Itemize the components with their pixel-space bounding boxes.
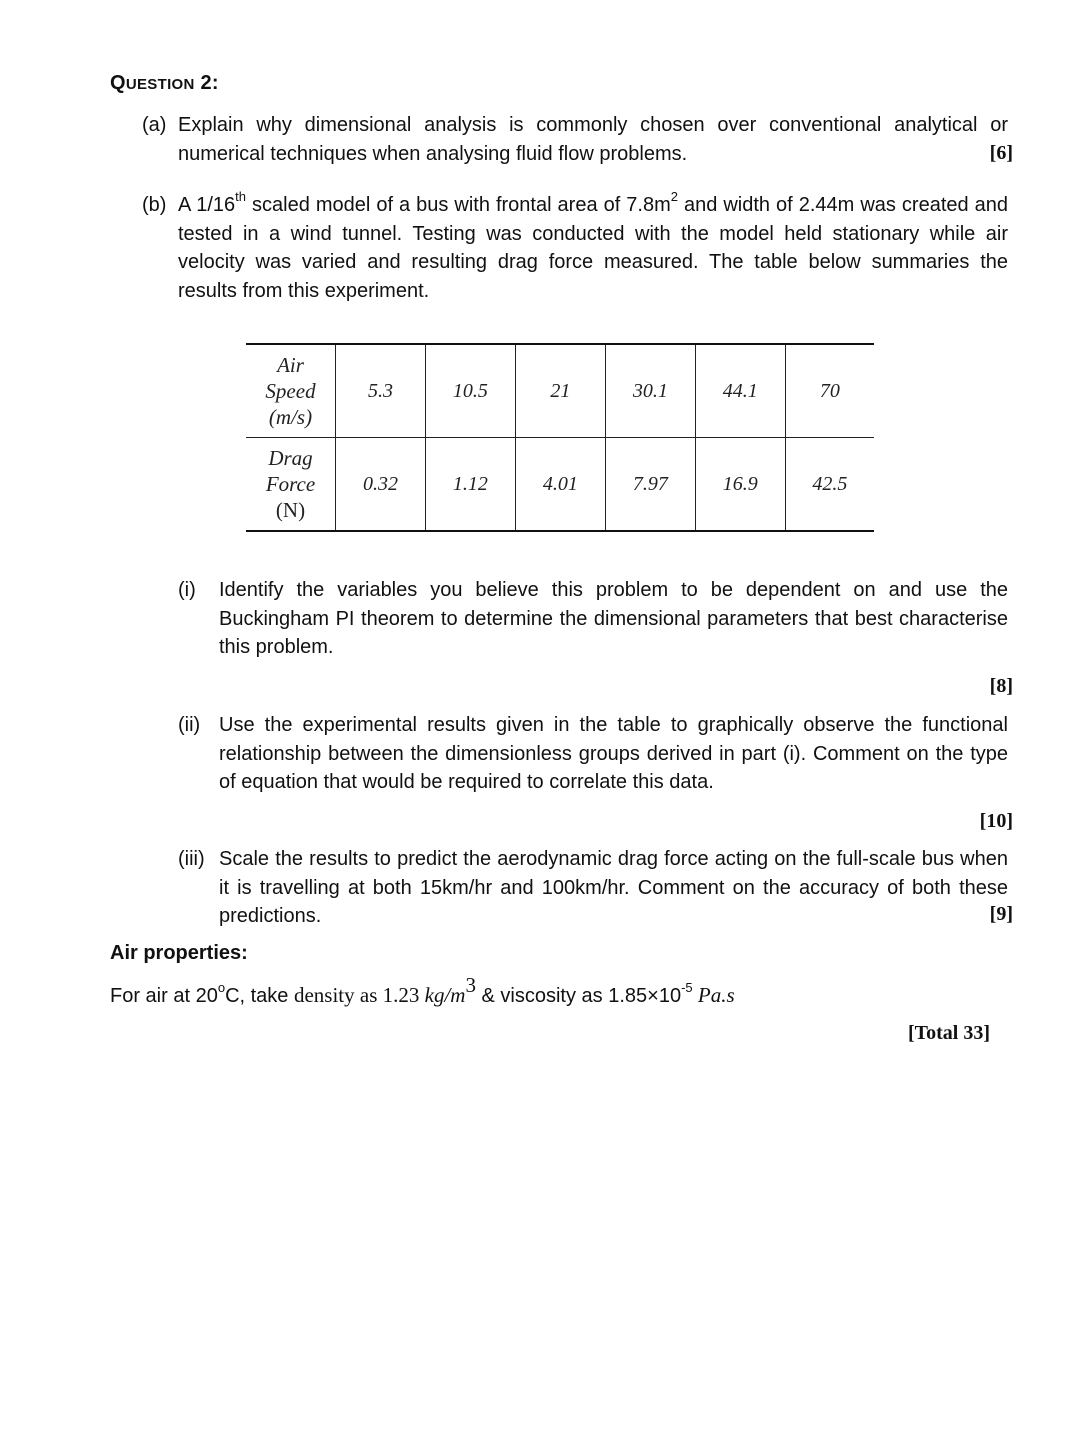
- speed-cell: 44.1: [695, 344, 785, 438]
- part-a-label: (a): [142, 114, 167, 136]
- air-properties-text: For air at 20$^o$C, take density as 1.23 $kg/m^3$ & viscosity as $1.85\times 10^{-5}$ Pa.s: [110, 973, 735, 1007]
- question-title: QUESTION 2:: [110, 72, 219, 94]
- sub-iii-text: Scale the results to predict the aerodynamic drag force acting on the full-scale bus when it is travelling at both 15km/hr and 100km/hr. Comment on the accuracy of both these predictions.: [219, 848, 1008, 927]
- sub-i-label: (i): [178, 579, 196, 601]
- air-properties-heading: Air properties:: [110, 942, 248, 964]
- sub-iii-label: (iii): [178, 848, 205, 870]
- speed-cell: 21: [515, 344, 605, 438]
- part-a-text: Explain why dimensional analysis is commonly chosen over conventional analytical or numerical techniques when analysing fluid flow problems.: [178, 114, 1008, 165]
- drag-force-row: [246, 438, 874, 532]
- speed-cell: 70: [785, 344, 874, 438]
- part-b-text: A 1/16th scaled model of a bus with frontal area of $7.8m^2$ and width of 2.44m was created and tested in a wind tunnel. Testing was conducted with the model held stationary while air velocity was varied and resulting drag force measured. The table below summaries the results from this experiment.: [178, 189, 1008, 302]
- air-speed-header: Air Speed (m/s): [246, 344, 336, 438]
- sub-iii-marks: [9]: [989, 903, 1013, 925]
- speed-cell: 30.1: [605, 344, 695, 438]
- part-b-label: (b): [142, 194, 167, 216]
- sub-ii-text: Use the experimental results given in the table to graphically observe the functional relationship between the dimensionless groups derived in part (i). Comment on the type of equation that would be required to correlate this data.: [219, 714, 1008, 793]
- sub-i-marks: [8]: [989, 675, 1013, 697]
- force-cell: 16.9: [695, 438, 785, 532]
- part-a-marks: [6]: [989, 142, 1013, 164]
- force-cell: 0.32: [336, 438, 426, 532]
- speed-cell: 5.3: [336, 344, 426, 438]
- force-cell: 42.5: [785, 438, 874, 532]
- force-cell: 7.97: [605, 438, 695, 532]
- force-cell: 4.01: [515, 438, 605, 532]
- total-marks: [Total 33]: [907, 1022, 990, 1044]
- speed-cell: 10.5: [425, 344, 515, 438]
- drag-force-header: Drag Force (N): [246, 438, 336, 532]
- results-table: [246, 343, 874, 532]
- air-speed-row: [246, 344, 874, 438]
- sub-i-text: Identify the variables you believe this problem to be dependent on and use the Buckingham PI theorem to determine the dimensional parameters that best characterise this problem.: [219, 579, 1008, 658]
- force-cell: 1.12: [425, 438, 515, 532]
- sub-ii-marks: [10]: [979, 810, 1013, 832]
- sub-ii-label: (ii): [178, 714, 201, 736]
